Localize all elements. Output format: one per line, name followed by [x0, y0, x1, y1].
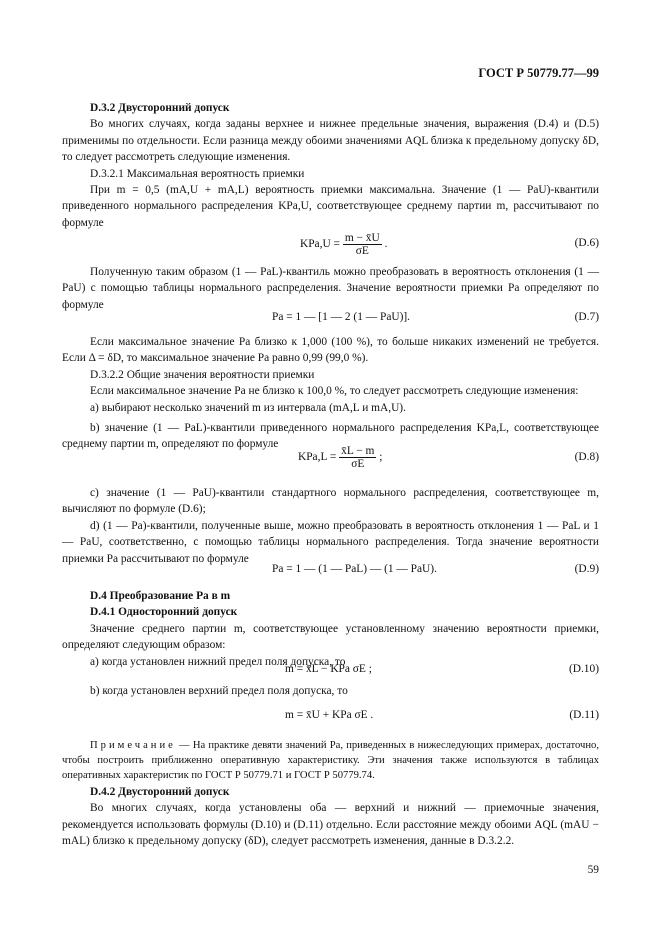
paragraph: Если максимальное значение Pa близко к 1,000 (100 %), то больше никаких изменений не требуется. Если Δ = δD, то максимальное значение Pa равно 0,99 (99,0 %).	[62, 336, 599, 365]
list-item: b) когда установлен верхний предел поля допуска, то	[90, 685, 348, 697]
paragraph-block	[62, 485, 599, 567]
equation-d8	[298, 445, 382, 470]
paragraph-block	[62, 683, 599, 699]
section-d4	[62, 588, 599, 670]
eq-tail: ;	[379, 451, 383, 464]
section-d32	[62, 100, 599, 231]
note-label: Примечание	[90, 740, 176, 751]
equation-d6	[300, 232, 387, 257]
subsection-title: D.4.1 Односторонний допуск	[90, 606, 238, 619]
equation-d10: m = x̄L − KPa σE ;	[285, 663, 372, 675]
eq-denominator: σE	[351, 458, 365, 470]
equation-d7: Pa = 1 — [1 — 2 (1 — PaU)].	[272, 311, 411, 323]
list-item: а) выбирают несколько значений m из интервала (mA,L и mA,U).	[90, 401, 406, 414]
note-text: — На практике девяти значений Pa, приведенных в нижеследующих примерах, достаточно, чтобы построить приближенно оперативную характеристику. Эти значения также используются в таблицах оперативных характеристик по ГОСТ Р 50779.71 и ГОСТ Р 50779.74.	[62, 740, 599, 781]
list-item: b) значение (1 — PaL)-квантили приведенного нормального распределения KPa,L, соответствующее среднему партии m, определяют по формуле	[62, 422, 599, 451]
paragraph: Полученную таким образом (1 — PaL)-квантиль можно преобразовать в вероятность отклонения (1 — PaU) с помощью таблицы нормального распределения. Значение вероятности приемки Pa определяют по формуле	[62, 266, 599, 311]
equation-number: (D.9)	[574, 563, 599, 575]
note	[62, 738, 599, 783]
paragraph-block	[62, 264, 599, 313]
paragraph: Во многих случаях, когда установлены оба — верхний и нижний — приемочные значения, рекомендуется использовать формулы (D.10) и (D.11) отдельно. Если расстояние между обоими AQL (mAU − mAL) близко к предельному допуску (δD), следует рассмотреть изменения, данные в D.3.2.2.	[62, 802, 599, 848]
eq-lhs: KPa,L =	[298, 451, 337, 464]
page-header: ГОСТ Р 50779.77—99	[478, 66, 599, 80]
section-title: D.4 Преобразование Pa в m	[90, 590, 231, 602]
paragraph: Значение среднего партии m, соответствующее установленному значению вероятности приемки, определяют следующим образом:	[62, 622, 599, 652]
equation-d9: Pa = 1 — (1 — PaL) — (1 — PaU).	[272, 563, 437, 575]
eq-fraction	[339, 445, 376, 470]
subsection-title: D.3.2.1 Максимальная вероятность приемки	[90, 167, 305, 180]
paragraph: Если максимальное значение Pa не близко к 100,0 %, то следует рассмотреть следующие изменения:	[90, 385, 579, 398]
equation-number: (D.7)	[574, 311, 599, 323]
list-item: а) когда установлен нижний предел поля допуска, то	[90, 655, 346, 668]
paragraph: При m = 0,5 (mA,U + mA,L) вероятность приемки максимальна. Значение (1 — PaU)-квантили приведенного нормального распределения KPa,U, соответствующее среднему партии m, рассчитывают по формуле	[62, 184, 599, 229]
equation-number: (D.10)	[568, 663, 599, 675]
subsection-title: D.3.2.2 Общие значения вероятности приемки	[90, 368, 315, 381]
subsection-title: D.4.2 Двусторонний допуск	[90, 786, 230, 798]
section-d42	[62, 784, 599, 850]
paragraph: Во многих случаях, когда заданы верхнее и нижнее предельные значения, выражения (D.4) и (D.5) применимы по отдельности. Если разница между обоими значениями AQL близка к предельному допуску δD, то следует рассмотреть следующие изменения.	[62, 118, 599, 164]
list-item: c) значение (1 — PaU)-квантили стандартного нормального распределения, соответствующее m, вычисляют по формуле (D.6);	[62, 487, 599, 516]
equation-number: (D.11)	[569, 709, 599, 721]
eq-numerator: m − x̄U	[344, 232, 380, 244]
section-title: D.3.2 Двусторонний допуск	[90, 102, 230, 114]
eq-denominator: σE	[355, 245, 369, 257]
list-item: d) (1 — Pa)-квантили, полученные выше, можно преобразовать в вероятность отклонения 1 — PaL и 1 — PaU, соответственно, с помощью таблицы нормального распределения. Тогда значение вероятности приемки Pa рассчитывают по формуле	[62, 519, 599, 565]
eq-tail: .	[384, 238, 388, 251]
eq-fraction	[343, 232, 382, 257]
note-paragraph	[62, 738, 599, 783]
page-number: 59	[587, 864, 599, 876]
equation-d11: m = x̄U + KPa σE .	[285, 709, 374, 721]
eq-lhs: KPa,U =	[300, 238, 340, 251]
section-d322	[62, 334, 599, 453]
equation-number: (D.8)	[574, 451, 599, 463]
eq-numerator: x̄L − m	[341, 445, 375, 457]
equation-number: (D.6)	[574, 237, 599, 249]
